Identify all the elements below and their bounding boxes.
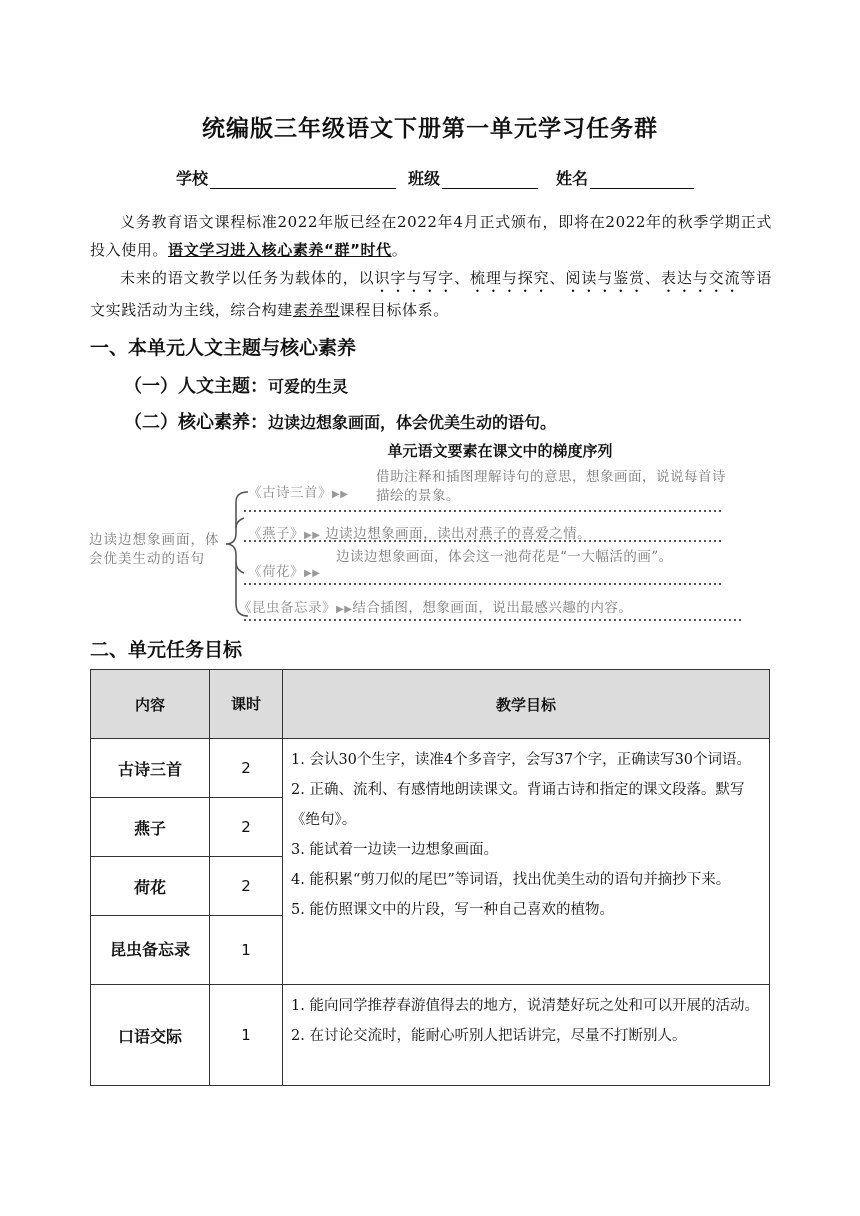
row-hours: 1 [210,985,283,1086]
section2-heading: 二、单元任务目标 [90,639,243,661]
table-row [91,739,770,798]
goal-item: 1. 能向同学推荐春游值得去的地方，说清楚好玩之处和可以开展的活动。 [291,998,759,1014]
goal-item: 2. 正确、流利、有感情地朗读课文。背诵古诗和指定的课文段落。默写《绝句》。 [291,782,745,828]
intro-p2-dotted-2: 梳理与探究 [470,269,550,287]
header-hours: 课时 [210,670,283,739]
intro-p2-text-c: 课程目标体系。 [339,301,449,319]
goal-item: 5. 能仿照课文中的片段，写一种自己喜欢的植物。 [291,902,614,918]
arrow-icon: ▶▶ [332,489,349,500]
section1-heading: 一、本单元人文主题与核心素养 [90,337,357,359]
intro-p1-end: 。 [391,241,408,259]
table-header-row [91,670,770,739]
name-label: 姓名 [556,169,589,188]
row-hours: 1 [210,916,283,985]
class-blank[interactable] [442,170,538,189]
table-row [91,985,770,1086]
diagram-title: 单元语文要素在课文中的梯度序列 [387,442,613,460]
header-content: 内容 [91,670,210,739]
goal-item: 4. 能积累“剪刀似的尾巴”等词语，找出优美生动的语句并摘抄下来。 [291,872,731,888]
class-label: 班级 [408,169,441,188]
arrow-icon: ▶▶ [304,568,321,579]
theme-label: （一）人文主题： [124,376,268,397]
school-blank[interactable] [210,170,396,189]
row-content: 荷花 [91,857,210,916]
intro-p2-sep-3: 、 [645,269,661,287]
row-content: 昆虫备忘录 [91,916,210,985]
intro-p2-sep-2: 、 [549,269,566,287]
branch-3-text: 边读边想象画面，体会这一池荷花是“一大幅活的画”。 [336,549,673,565]
diagram-branch-4 [238,596,632,616]
intro-p2-text-b: 等语文实践活动为主线，综合构建 [90,269,772,319]
branch-2-text: 边读边想象画面，读出对燕子的喜爱之情。 [325,526,592,542]
arrow-icon: ▶▶ [336,604,353,615]
intro-p2-dotted-1: 识字与写字 [374,269,455,287]
branch-2-book: 《燕子》 [248,526,304,542]
header-goals: 教学目标 [283,670,770,739]
goal-item: 1. 会认30个生字，读准4个多音字，会写37个字，正确读写30个词语。 [291,752,752,768]
goals-cell-2 [283,985,770,1086]
intro-p2-underlined: 素养型 [292,301,340,319]
row-content: 古诗三首 [91,739,210,798]
arrow-icon: ▶▶ [304,530,321,541]
branch-1-text: 借助注释和插图理解诗句的意思，想象画面，说说每首诗描绘的景象。 [376,469,726,504]
intro-p2-dotted-3: 阅读与鉴赏 [565,269,646,287]
core-line [124,408,556,434]
intro-paragraph-1 [90,208,772,264]
name-blank[interactable] [590,170,694,189]
row-hours: 2 [210,798,283,857]
row-hours: 2 [210,739,283,798]
goal-item: 3. 能试着一边读一边想象画面。 [291,842,498,858]
branch-4-book: 《昆虫备忘录》 [238,600,336,616]
branch-3-book: 《荷花》 [248,564,304,580]
intro-p1-text: 义务教育语文课程标准2022年版已经在2022年4月正式颁布，即将在2022年的秋季学期正式投入使用。 [90,213,772,259]
goals-cell-1 [283,739,770,985]
row-content: 燕子 [91,798,210,857]
intro-p2-sep-1: 、 [454,269,470,287]
school-label: 学校 [176,169,209,188]
intro-p2-dotted-4: 表达与交流 [660,269,741,287]
diagram-branch-3 [248,560,320,580]
theme-line [124,372,348,398]
task-goals-table [90,669,770,1086]
diagram-branch-1 [248,481,348,501]
student-info-fields [176,166,706,189]
page-title: 统编版三年级语文下册第一单元学习任务群 [202,116,658,142]
intro-p1-emphasis: 语文学习进入核心素养“群”时代 [168,241,392,259]
diagram-root: 边读边想象画面，体会优美生动的语句 [89,532,220,567]
theme-value: 可爱的生灵 [268,377,349,396]
branch-4-text: 结合插图，想象画面，说出最感兴趣的内容。 [352,600,633,616]
intro-p2-text-a: 未来的语文教学以任务为载体的，以 [120,269,375,287]
intro-paragraph-2 [90,264,772,324]
row-content: 口语交际 [91,985,210,1086]
core-label: （二）核心素养： [124,412,268,433]
core-value: 边读边想象画面，体会优美生动的语句。 [268,413,557,432]
row-hours: 2 [210,857,283,916]
diagram-branch-2 [248,522,591,542]
goal-item: 2. 在讨论交流时，能耐心听别人把话讲完，尽量不打断别人。 [291,1028,687,1044]
branch-1-book: 《古诗三首》 [248,485,332,501]
